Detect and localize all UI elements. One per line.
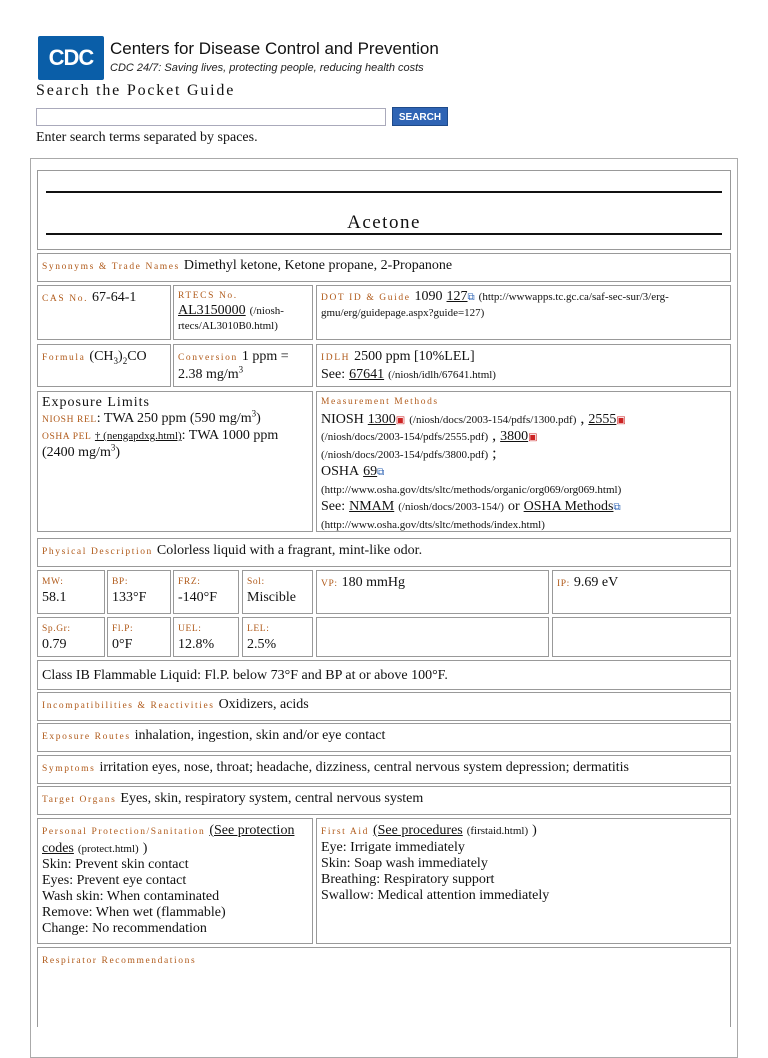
rtecs-link[interactable]: AL3150000 [178,303,246,318]
cas-cell [37,285,171,340]
lel-cell: LEL: 2.5% [242,617,313,657]
frz-cell: FRZ: -140°F [173,570,239,614]
ppe-skin: Skin: Prevent skin contact [42,857,189,872]
external-link-icon: ⧉ [613,502,621,513]
niosh-methods: NIOSH 1300▣ (/niosh/docs/2003-154/pdfs/1300.pdf) , 2555▣ (/niosh/docs/2003-154/pdfs/2555.pdf) , 3800▣ (/niosh/docs/2003-154/pdfs/3800.pdf) ; [321,409,626,462]
conversion-value: 1 ppm = 2.38 $mg/m^3$ [178,349,289,382]
idlh-label: IDLH [321,353,351,363]
ip-cell: IP: 9.69 eV [552,570,731,614]
mw-cell: MW: 58.1 [37,570,105,614]
dot-guide-link[interactable]: 127 [446,289,468,304]
firstaid-swallow: Swallow: Medical attention immediately [321,888,550,903]
chemical-name: Acetone [347,212,421,233]
vp-cell: VP: 180 mmHg [316,570,549,614]
empty-cell [316,617,549,657]
formula-cell [37,344,171,387]
synonyms-row [37,253,731,282]
bp-cell: BP: 133°F [107,570,171,614]
search-hint: Enter search terms separated by spaces. [36,130,258,145]
site-tagline: CDC 24/7: Saving lives, protecting people, reducing health costs [110,62,424,74]
search-heading: Search the Pocket Guide [36,82,236,99]
cdc-logo[interactable]: CDC [38,36,104,80]
synonyms-label: Synonyms & Trade Names [42,262,180,272]
nmam-link[interactable]: NMAM [349,499,395,514]
exposure-limits-heading: Exposure Limits [42,395,150,410]
idlh-value: 2500 ppm [10%LEL] [354,349,475,364]
dot-guide-url: (http://wwwapps.tc.gc.ca/saf-sec-sur/3/erg-gmu/erg/guidepage.aspx?guide=127) [321,291,669,319]
chemical-title-box [37,170,731,250]
title-rule-bottom [46,233,722,235]
target-organs-row: Target Organs Eyes, skin, respiratory system, central nervous system [37,786,731,815]
empty-cell [552,617,731,657]
idlh-cell [316,344,731,387]
ppe-wash: Wash skin: When contaminated [42,889,220,904]
flammable-class-row [37,660,731,690]
dot-label: DOT ID & Guide [321,293,411,303]
rtecs-cell [173,285,313,340]
exposure-routes-row: Exposure Routes inhalation, ingestion, skin and/or eye contact [37,723,731,752]
ppe-remove: Remove: When wet (flammable) [42,905,226,920]
site-title: Centers for Disease Control and Prevention [110,39,439,58]
physical-label: Physical Description [42,547,153,557]
respirator-label: Respirator Recommendations [42,956,197,966]
idlh-link[interactable]: 67641 [349,367,385,382]
method-3800-link[interactable]: 3800 [500,429,529,444]
title-rule-top [46,191,722,193]
conversion-label: Conversion [178,353,238,363]
symptoms-row: Symptoms irritation eyes, nose, throat; headache, dizziness, central nervous system depression; dermatitis [37,755,731,784]
osha-methods-link[interactable]: OSHA Methods [523,499,614,514]
search-button[interactable]: SEARCH [392,107,448,126]
first-aid-cell: First Aid (See procedures (firstaid.html) ) Eye: Irrigate immediately Skin: Soap wash immediately Breathing: Respiratory support Swallow: Medical attention immediately [316,818,731,944]
uel-cell: UEL: 12.8% [173,617,239,657]
synonyms-value: Dimethyl ketone, Ketone propane, 2-Propanone [183,258,453,273]
firstaid-skin: Skin: Soap wash immediately [321,856,488,871]
flp-cell: Fl.P: 0°F [107,617,171,657]
formula-label: Formula [42,353,86,363]
idlh-url: (/niosh/idlh/67641.html) [388,369,496,381]
sol-cell: Sol: Miscible [242,570,313,614]
flammable-class-value: Class IB Flammable Liquid: Fl.P. below 73°F and BP at or above 100°F. [42,668,448,683]
protection-codes-link[interactable]: (See protection codes [42,823,295,856]
rtecs-url: (/niosh-rtecs/AL3010B0.html) [178,305,284,332]
rtecs-label: RTECS No. [178,291,238,301]
niosh-rel: NIOSH REL: TWA 250 ppm (590 $mg/m^3$) [42,408,261,426]
first-aid-procedures-link[interactable]: (See procedures [372,823,463,838]
physical-value: Colorless liquid with a fragrant, mint-like odor. [156,543,423,558]
pdf-icon: ▣ [528,432,538,443]
exposure-limits-cell [37,391,313,532]
search-input[interactable] [36,108,386,126]
external-link-icon: ⧉ [467,292,475,303]
personal-protection-cell: Personal Protection/Sanitation (See protection codes (protect.html) ) Skin: Prevent skin contact Eyes: Prevent eye contact Wash skin: When contaminated Remove: When wet (flammable) Change: No recommendation [37,818,313,944]
method-1300-link[interactable]: 1300 [367,411,396,427]
method-2555-link[interactable]: 2555 [588,411,617,427]
firstaid-eye: Eye: Irrigate immediately [321,840,465,855]
dot-cell [316,285,731,340]
external-link-icon: ⧉ [377,467,385,478]
cdc-header [38,36,468,82]
spgr-cell: Sp.Gr: 0.79 [37,617,105,657]
ppe-change: Change: No recommendation [42,921,207,936]
formula-value: $(CH_3)_2CO$ [89,349,147,366]
osha-pel: OSHA PEL † (nengapdxg.html): TWA 1000 ppm (2400 $mg/m^3$) [42,428,279,460]
cas-label: CAS No. [42,294,89,304]
physical-description-row [37,538,731,567]
see-methods: See: NMAM (/niosh/docs/2003-154/) or OSHA Methods⧉ (http://www.osha.gov/dts/sltc/methods/index.html) [321,499,621,531]
measurement-methods-cell [316,391,731,532]
osha-methods: OSHA 69⧉ (http://www.osha.gov/dts/sltc/methods/organic/org069/org069.html) [321,464,622,496]
pdf-icon: ▣ [616,414,626,426]
dot-id: 1090 [414,289,443,304]
conversion-cell [173,344,313,387]
osha-69-link[interactable]: 69 [363,464,378,479]
idlh-see: See: [321,367,346,382]
osha-pel-link[interactable]: † (nengapdxg.html) [94,430,182,442]
firstaid-breathing: Breathing: Respiratory support [321,872,495,887]
pdf-icon: ▣ [395,414,406,426]
incompatibilities-row: Incompatibilities & Reactivities Oxidizers, acids [37,692,731,721]
respirator-recommendations-cell [37,947,731,1027]
cas-value: 67-64-1 [92,290,137,305]
methods-label: Measurement Methods [321,397,439,407]
ppe-eyes: Eyes: Prevent eye contact [42,873,187,888]
